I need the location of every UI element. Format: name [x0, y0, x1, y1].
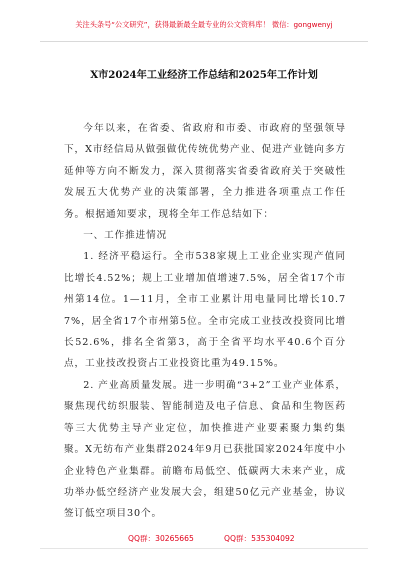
intro-paragraph: 今年以来，在省委、省政府和市委、市政府的坚强领导下，X市经信局从做强做优传统优势产业、促进产业链向多方延伸等方向不断发力，深入贯彻落实省委省政府关于突破性发展五大优势产业的决策部署，全力推进各项重点工作任务。根据通知要求，现将全年工作总结如下：: [64, 123, 346, 220]
header-divider: [40, 41, 368, 42]
document-title: X市2024年工业经济工作总结和2025年工作计划: [90, 69, 318, 81]
industry-paragraph: 2. 产业高质量发展。进一步明确“3+2”工业产业体系，聚焦现代纺织服装、智能制造及电子信息、食品和生物医药等三大优势主导产业定位，加快推进产业要素聚力集约集聚。X无纺布产业集群2024年9月已获批国家2024年度中小企业特色产业集群。前瞻布局低空、低碳两大未来产业，成功举办低空经济产业发展大会，组建50亿元产业基金，协议签订低空项目30个。: [64, 379, 346, 520]
section-heading: 一、工作推进情况: [83, 230, 168, 242]
footer-divider: [40, 548, 368, 549]
economy-paragraph: 1. 经济平稳运行。全市538家规上工业企业实现产值同比增长4.52%；规上工业增加值增速7.5%，居全省17个市州第14位。1—11月，全市工业累计用电量同比增长10.77%，居全省17个市州第5位。全市完成工业技改投资同比增长52.6%，排名全省第3，高于全省平均水平40.6个百分点，工业技改投资占工业投资比重为49.15%。: [64, 251, 346, 370]
document-body: [64, 118, 346, 525]
footer: [0, 533, 408, 545]
footer-qq-group-left: QQ群：30265665: [128, 534, 194, 543]
footer-qq-group-right: QQ群：535304092: [224, 534, 295, 543]
header-promo-text: 关注头条号“公文研究”，获得最新最全最专业的公文资料库！ 微信：gongwenyj: [75, 20, 333, 29]
